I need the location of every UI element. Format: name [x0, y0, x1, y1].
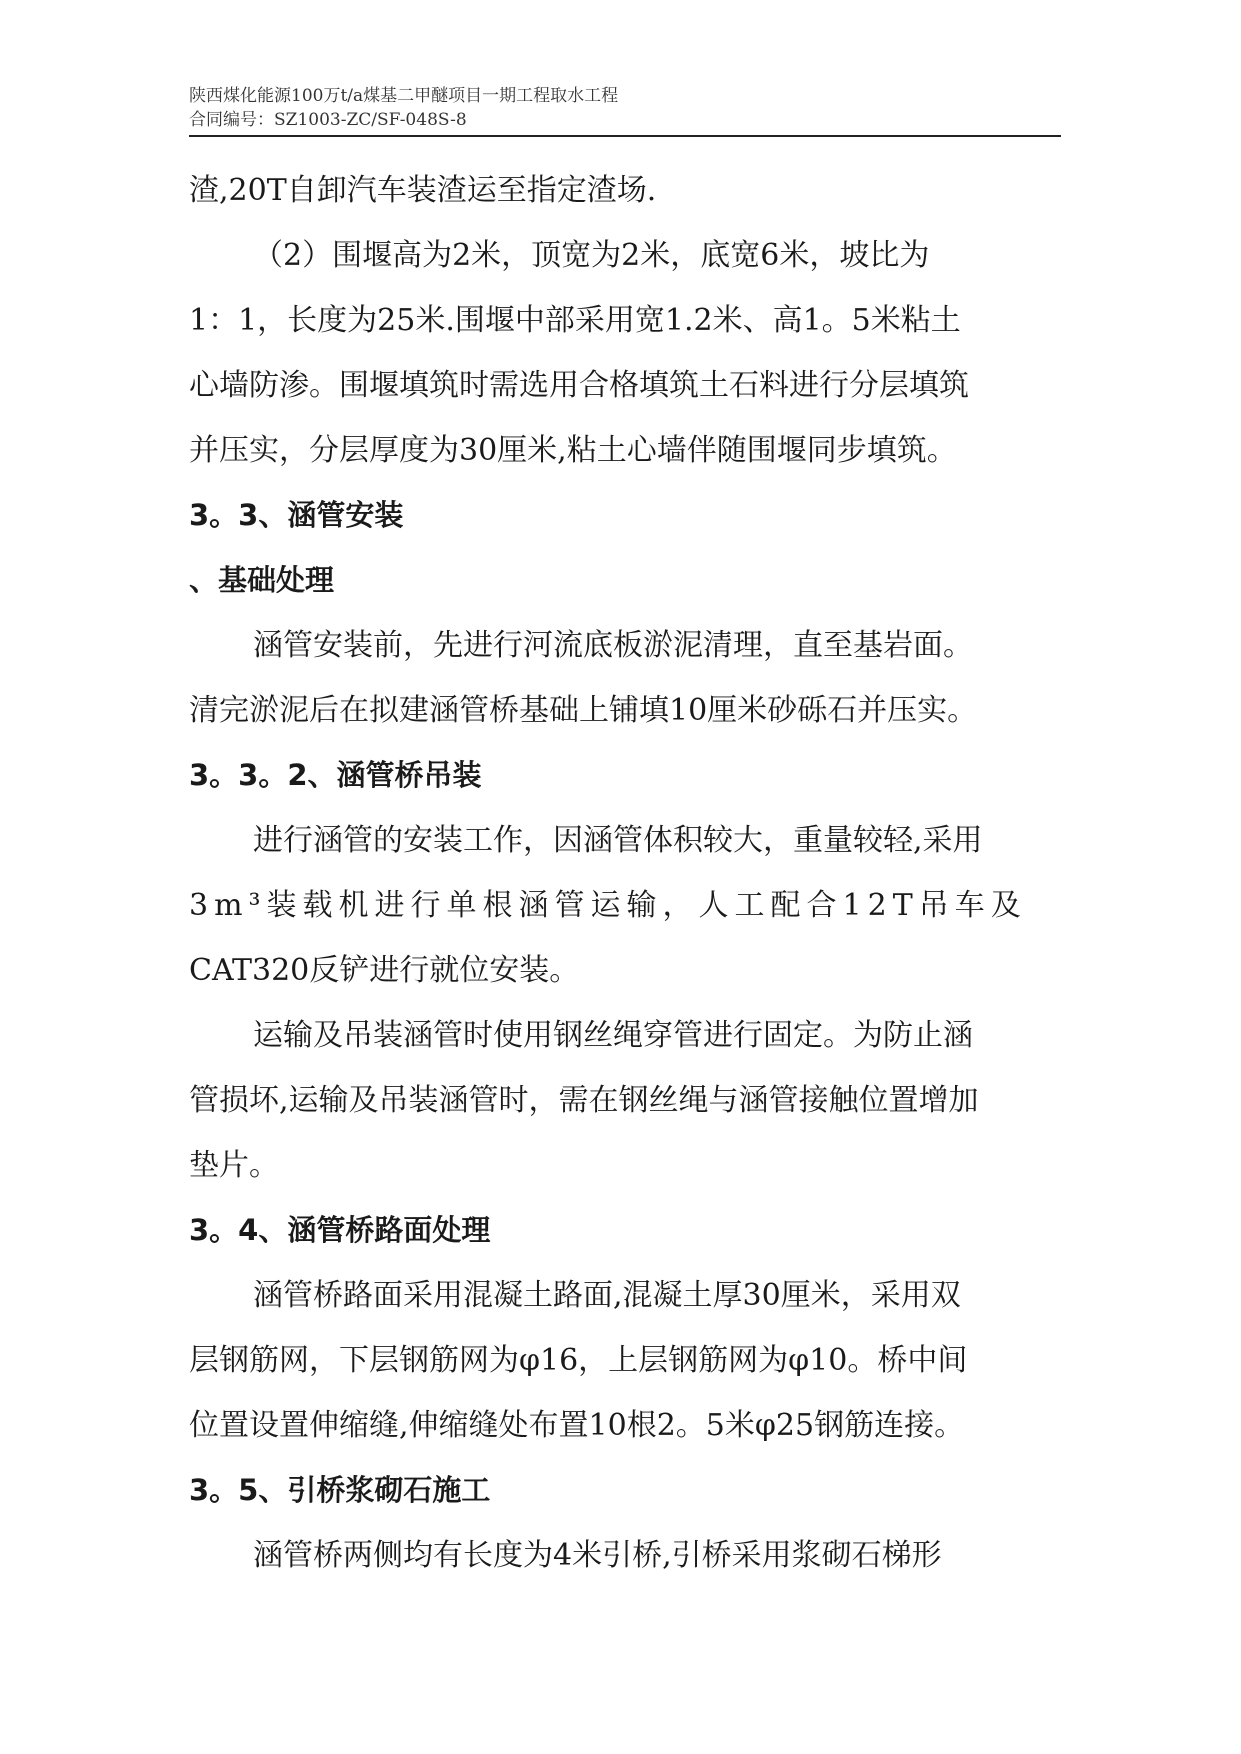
paragraph-line: 并压实，分层厚度为30厘米,粘土心墙伴随围堰同步填筑。	[189, 433, 957, 468]
paragraph-line: 管损坏,运输及吊装涵管时，需在钢丝绳与涵管接触位置增加	[189, 1083, 979, 1118]
document-body	[189, 158, 1061, 1588]
subsection-heading: 3。3。2、涵管桥吊装	[189, 758, 482, 792]
paragraph-line: 心墙防渗。围堰填筑时需选用合格填筑土石料进行分层填筑	[189, 368, 969, 403]
paragraph-line: 进行涵管的安装工作，因涵管体积较大，重量较轻,采用	[253, 823, 983, 858]
paragraph-line: 位置设置伸缩缝,伸缩缝处布置10根2。5米φ25钢筋连接。	[189, 1408, 965, 1443]
page-header	[189, 84, 1061, 137]
paragraph-line: 渣,20T自卸汽车装渣运至指定渣场.	[189, 173, 657, 208]
subsection-heading: 、基础处理	[189, 563, 335, 597]
paragraph-line: 层钢筋网，下层钢筋网为φ16，上层钢筋网为φ10。桥中间	[189, 1343, 968, 1378]
paragraph-line: 1：1，长度为25米.围堰中部采用宽1.2米、高1。5米粘土	[189, 303, 961, 338]
paragraph-line: 涵管桥两侧均有长度为4米引桥,引桥采用浆砌石梯形	[253, 1538, 942, 1573]
paragraph-line: 垫片。	[189, 1148, 279, 1183]
paragraph-line: （2）围堰高为2米，顶宽为2米，底宽6米，坡比为	[253, 238, 930, 273]
paragraph-line: 清完淤泥后在拟建涵管桥基础上铺填10厘米砂砾石并压实。	[189, 693, 978, 728]
paragraph-line: 运输及吊装涵管时使用钢丝绳穿管进行固定。为防止涵	[253, 1018, 973, 1053]
paragraph-line: CAT320反铲进行就位安装。	[189, 953, 580, 988]
paragraph-line: 涵管安装前，先进行河流底板淤泥清理，直至基岩面。	[253, 628, 973, 663]
section-heading: 3。3、涵管安装	[189, 498, 404, 532]
paragraph-line: 涵管桥路面采用混凝土路面,混凝土厚30厘米，采用双	[253, 1278, 961, 1313]
section-heading: 3。5、引桥浆砌石施工	[189, 1473, 491, 1507]
section-heading: 3。4、涵管桥路面处理	[189, 1213, 491, 1247]
header-project-title: 陕西煤化能源100万t/a煤基二甲醚项目一期工程取水工程	[189, 86, 619, 106]
paragraph-line: 3m³装载机进行单根涵管运输，人工配合12T吊车及	[189, 888, 1027, 923]
header-contract-number: 合同编号：SZ1003-ZC/SF-048S-8	[189, 110, 467, 130]
